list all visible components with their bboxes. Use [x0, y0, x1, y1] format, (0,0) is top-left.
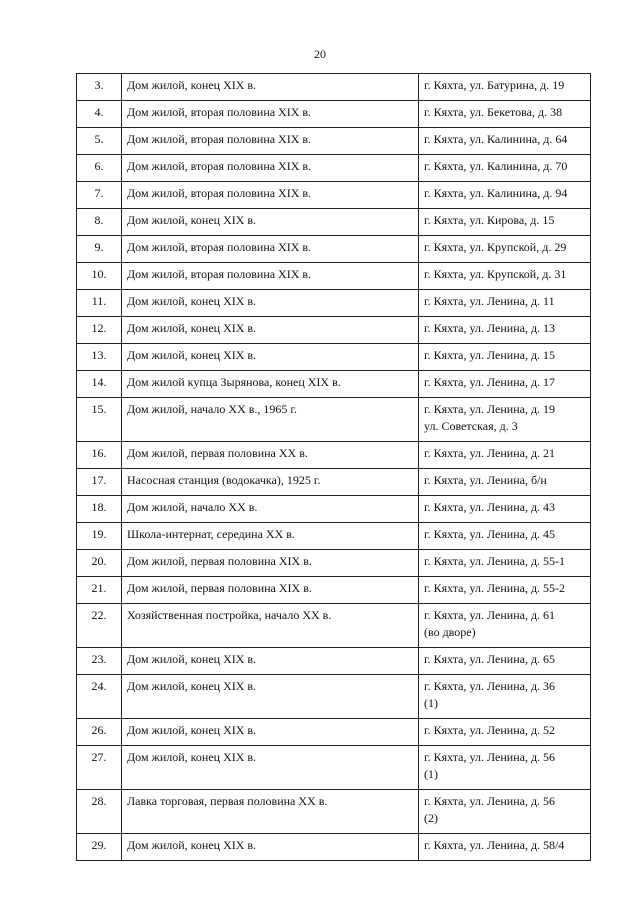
table-row: [77, 317, 591, 344]
row-number: 18.: [77, 496, 122, 523]
object-address: г. Кяхта, ул. Ленина, д. 43: [419, 496, 591, 523]
object-name: Школа-интернат, середина XX в.: [122, 523, 419, 550]
table-row: [77, 496, 591, 523]
object-address: г. Кяхта, ул. Ленина, д. 11: [419, 290, 591, 317]
row-number: 4.: [77, 101, 122, 128]
object-name: Дом жилой, вторая половина XIX в.: [122, 263, 419, 290]
table-row: [77, 290, 591, 317]
table-row: [77, 523, 591, 550]
object-address: г. Кяхта, ул. Ленина, д. 45: [419, 523, 591, 550]
table-row: [77, 209, 591, 236]
object-name: Дом жилой, конец XIX в.: [122, 290, 419, 317]
row-number: 17.: [77, 469, 122, 496]
object-name: Дом жилой, вторая половина XIX в.: [122, 182, 419, 209]
table-row: [77, 182, 591, 209]
table-row: [77, 746, 591, 790]
object-name: Дом жилой, вторая половина XIX в.: [122, 155, 419, 182]
object-address: г. Кяхта, ул. Ленина, д. 17: [419, 371, 591, 398]
table-row: [77, 577, 591, 604]
table-row: [77, 442, 591, 469]
table-row: [77, 834, 591, 861]
object-name: Дом жилой, первая половина XIX в.: [122, 550, 419, 577]
object-address: г. Кяхта, ул. Ленина, д. 36 (1): [419, 675, 591, 719]
object-name: Дом жилой, конец XIX в.: [122, 834, 419, 861]
table-row: [77, 344, 591, 371]
object-address: г. Кяхта, ул. Ленина, д. 56 (1): [419, 746, 591, 790]
row-number: 15.: [77, 398, 122, 442]
row-number: 16.: [77, 442, 122, 469]
table-row: [77, 155, 591, 182]
object-name: Дом жилой, вторая половина XIX в.: [122, 236, 419, 263]
object-name: Дом жилой, конец XIX в.: [122, 746, 419, 790]
object-address: г. Кяхта, ул. Ленина, д. 65: [419, 648, 591, 675]
object-address: г. Кяхта, ул. Ленина, д. 55-1: [419, 550, 591, 577]
table-row: [77, 675, 591, 719]
object-address: г. Кяхта, ул. Бекетова, д. 38: [419, 101, 591, 128]
object-name: Дом жилой купца Зырянова, конец XIX в.: [122, 371, 419, 398]
row-number: 11.: [77, 290, 122, 317]
row-number: 8.: [77, 209, 122, 236]
table-row: [77, 719, 591, 746]
object-name: Дом жилой, вторая половина XIX в.: [122, 101, 419, 128]
row-number: 19.: [77, 523, 122, 550]
row-number: 3.: [77, 74, 122, 101]
row-number: 26.: [77, 719, 122, 746]
row-number: 21.: [77, 577, 122, 604]
object-name: Хозяйственная постройка, начало XX в.: [122, 604, 419, 648]
object-name: Лавка торговая, первая половина XX в.: [122, 790, 419, 834]
object-address: г. Кяхта, ул. Ленина, д. 15: [419, 344, 591, 371]
row-number: 20.: [77, 550, 122, 577]
object-address: г. Кяхта, ул. Крупской, д. 29: [419, 236, 591, 263]
object-address: г. Кяхта, ул. Крупской, д. 31: [419, 263, 591, 290]
object-address: г. Кяхта, ул. Калинина, д. 70: [419, 155, 591, 182]
table-row: [77, 398, 591, 442]
row-number: 23.: [77, 648, 122, 675]
table-row: [77, 371, 591, 398]
table-row: [77, 550, 591, 577]
table-row: [77, 128, 591, 155]
object-name: Дом жилой, конец XIX в.: [122, 344, 419, 371]
table-row: [77, 74, 591, 101]
object-name: Дом жилой, первая половина XIX в.: [122, 577, 419, 604]
object-name: Дом жилой, конец XIX в.: [122, 74, 419, 101]
table-row: [77, 263, 591, 290]
object-address: г. Кяхта, ул. Ленина, д. 58/4: [419, 834, 591, 861]
row-number: 9.: [77, 236, 122, 263]
row-number: 5.: [77, 128, 122, 155]
object-address: г. Кяхта, ул. Ленина, б/н: [419, 469, 591, 496]
row-number: 13.: [77, 344, 122, 371]
object-address: г. Кяхта, ул. Кирова, д. 15: [419, 209, 591, 236]
object-name: Дом жилой, конец XIX в.: [122, 209, 419, 236]
object-address: г. Кяхта, ул. Ленина, д. 19 ул. Советская, д. 3: [419, 398, 591, 442]
row-number: 7.: [77, 182, 122, 209]
row-number: 12.: [77, 317, 122, 344]
row-number: 14.: [77, 371, 122, 398]
object-address: г. Кяхта, ул. Ленина, д. 21: [419, 442, 591, 469]
row-number: 27.: [77, 746, 122, 790]
object-name: Дом жилой, конец XIX в.: [122, 675, 419, 719]
object-address: г. Кяхта, ул. Калинина, д. 64: [419, 128, 591, 155]
object-name: Дом жилой, начало XX в., 1965 г.: [122, 398, 419, 442]
object-address: г. Кяхта, ул. Ленина, д. 52: [419, 719, 591, 746]
object-name: Насосная станция (водокачка), 1925 г.: [122, 469, 419, 496]
table-row: [77, 604, 591, 648]
row-number: 10.: [77, 263, 122, 290]
heritage-objects-table: [76, 73, 591, 861]
object-name: Дом жилой, конец XIX в.: [122, 719, 419, 746]
table-row: [77, 648, 591, 675]
object-name: Дом жилой, первая половина XX в.: [122, 442, 419, 469]
table-row: [77, 101, 591, 128]
object-name: Дом жилой, вторая половина XIX в.: [122, 128, 419, 155]
object-address: г. Кяхта, ул. Калинина, д. 94: [419, 182, 591, 209]
row-number: 6.: [77, 155, 122, 182]
object-name: Дом жилой, конец XIX в.: [122, 648, 419, 675]
object-name: Дом жилой, начало XX в.: [122, 496, 419, 523]
row-number: 28.: [77, 790, 122, 834]
row-number: 22.: [77, 604, 122, 648]
object-address: г. Кяхта, ул. Батурина, д. 19: [419, 74, 591, 101]
row-number: 29.: [77, 834, 122, 861]
table-row: [77, 236, 591, 263]
object-address: г. Кяхта, ул. Ленина, д. 56 (2): [419, 790, 591, 834]
object-address: г. Кяхта, ул. Ленина, д. 13: [419, 317, 591, 344]
object-address: г. Кяхта, ул. Ленина, д. 55-2: [419, 577, 591, 604]
object-address: г. Кяхта, ул. Ленина, д. 61 (во дворе): [419, 604, 591, 648]
table-body: [77, 74, 591, 861]
page-number: 20: [314, 47, 326, 61]
row-number: 24.: [77, 675, 122, 719]
object-name: Дом жилой, конец XIX в.: [122, 317, 419, 344]
table-row: [77, 469, 591, 496]
table-row: [77, 790, 591, 834]
